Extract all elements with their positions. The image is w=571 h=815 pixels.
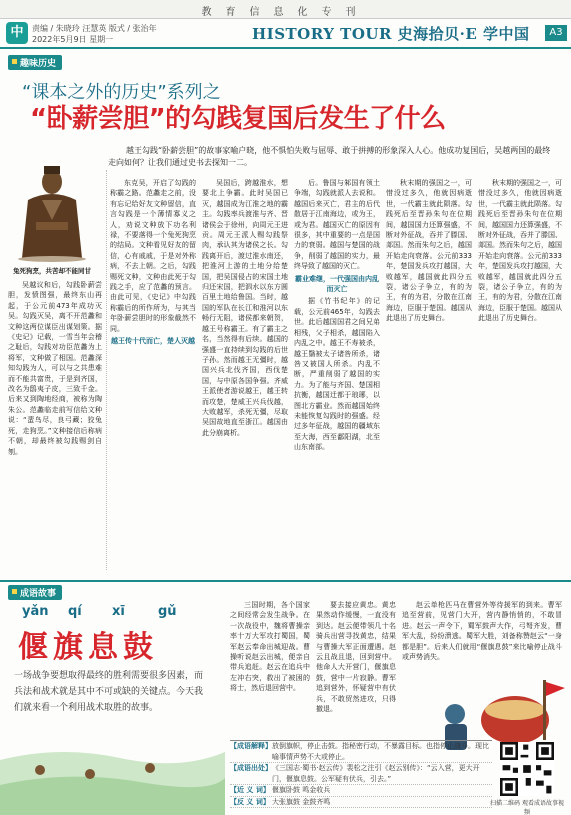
story-3-text: 赵云单枪匹马在曹营外等待援军的到来。曹军追至营前，见营门大开，营内静悄悄的，不敢冒进。赵云一声令下，蜀军鼓声大作，弓弩齐发，曹军大乱，纷纷溃逃。蜀军大胜，刘备称赞赵云“一身都是胆”。后来人们就用“偃旗息鼓”来比喻停止战斗或声势消失。 bbox=[402, 601, 562, 662]
info-text-meaning: 放倒旗帜，停止击鼓。指秘密行动，不暴露目标。也指停止战斗。现比喻事情声势不大或停止。 bbox=[272, 742, 489, 761]
column-1-text: 吴越议和后，勾践卧薪尝胆，发愤图强，最终东山再起，于公元前473年成功灭吴。勾践灭吴，离不开范蠡和文种这两位谋臣出谋划策。据《史记》记载，一雪当年会稽之耻后，勾践对功臣范蠡为上将军，文种做了相国。范蠡深知勾践为人，可以与之共患难而不能共富贵，于是到齐国，改名为鸱夷子皮，三致千金。后来又到陶地经商，被称为陶朱公。范蠡临走前写信给文种说：“蜚鸟尽，良弓藏；狡兔死，走狗烹。”文种接信后称病不朝，却最终被勾践赐剑自刎。 bbox=[8, 281, 102, 456]
section-tag-history: 趣味历史 bbox=[8, 55, 62, 70]
battlefield-illustration bbox=[0, 740, 225, 815]
idiom-info-box bbox=[230, 740, 492, 808]
pinyin-2: qí bbox=[68, 604, 82, 619]
newspaper-logo: 中 bbox=[6, 22, 28, 44]
info-label-antonyms: 【反 义 词】 bbox=[230, 797, 270, 806]
story-column-2 bbox=[316, 600, 396, 714]
statue-image bbox=[8, 160, 96, 262]
editors-line: 责编 / 朱晓玲 汪慧英 版式 / 张治年 bbox=[32, 24, 157, 33]
info-row-source bbox=[230, 763, 492, 785]
story-1-text: 三国时期，各个国家之间经常会发生战争。在一次战役中，魏将曹操亲率十万大军攻打蜀国，蜀军赵云奉命出城迎战。曹操听说赵云出城，便亲自带兵追赶。赵云在追兵中左冲右突，救出了被困的将士，然后退回营中。 bbox=[230, 601, 310, 693]
info-text-antonyms: 大张旗鼓 金鼓齐鸣 bbox=[272, 797, 331, 806]
column-4-subheading: 霸业难继，一代强国由内乱而灭亡 bbox=[295, 274, 379, 294]
column-5-text: 秋末期的强国之一，可惜没过多久，他就因病逝世，一代霸主就此陨落。勾践死后至晋孙朱句在位期间，越国国力还算强盛，不断对外征战，吞并了滕国、郯国。然而朱句之后，越国开始走向衰落。公元前333年，楚国发兵攻打越国，大败越军，越国就此四分五裂，诸公子争立，有的为王，有的为君，分散在江南海边，臣服于楚国。越国从此退出了历史舞台。 bbox=[386, 179, 472, 323]
article-column-1 bbox=[8, 280, 102, 572]
pinyin-1: yǎn bbox=[22, 604, 49, 619]
column-divider bbox=[106, 170, 107, 570]
qr-code[interactable] bbox=[500, 742, 554, 796]
info-label-meaning: 【成语解释】 bbox=[230, 742, 272, 750]
info-text-synonyms: 偃旗卧鼓 鸣金收兵 bbox=[272, 786, 331, 794]
column-4-text-b: 据《竹书纪年》的记载，公元前465年，勾践去世。此后越国国君之间兄弟相残，父子相杀，越国陷入内乱之中。越王不寿被杀，越王翳被太子诸咎所杀，诸咎又被国人所杀。内乱不断，严重削弱了越国的实力。为了能与齐国、楚国相抗衡，越国迁都于琅琊，以图北方霸业。然而越国始终未能恢复勾践时的强盛。经过多年征战，越国的疆域东至大海，西至鄱阳湖，北至山东南部。 bbox=[294, 297, 380, 452]
top-band-text: 教育信息化专刊 bbox=[201, 7, 370, 18]
story-2-text: 要去接应黄忠。黄忠果然动作缓慢，一直没有到达。赵云便带领几十名骑兵出营寻找黄忠，结果与曹操大军正面遭遇。赵云且战且退，回到营中。他命人大开营门，偃旗息鼓，营中一片寂静。曹军追到营外，怀疑营中有伏兵，不敢贸然进攻，只得撤退。 bbox=[316, 601, 396, 714]
article-column-5 bbox=[386, 178, 472, 572]
article-column-4 bbox=[294, 178, 380, 572]
idiom-title: 偃旗息鼓 bbox=[18, 630, 158, 665]
column-2-subheading: 越王传十代而亡，楚人灭越 bbox=[111, 337, 195, 346]
section-divider bbox=[0, 580, 571, 582]
info-text-source: 《三国志·蜀书·赵云传》裴松之注引《赵云别传》：“云入营，更大开门，偃旗息鼓。公军疑有伏兵，引去。” bbox=[272, 764, 480, 783]
column-3-text: 吴国后，跨越淮水，想要北上争霸。此时吴国已灭，越国成为江淮之地的霸主。勾践率兵渡淮与齐、晋诸侯会于徐州，向周元王进贡。周元王派人赐勾践祭肉，承认其为诸侯之长。勾践离开后，渡过淮水南还，把淮河上游的土地分给楚国，把吴国侵占的宋国土地归还宋国，把泗水以东方圆百里土地给鲁国。当时，越国的军队在长江和淮河以东畅行无阻，诸侯都来朝贺，越王号称霸王。有了霸主之名，当然得有后续。越国的强盛一直持续到勾践的后世子孙。然而越王无彊时，越国兴兵北伐齐国，西伐楚国，与中原各国争强。齐威王派使者游说越王，越王转而攻楚，楚威王兴兵伐越，大败越军，杀死无彊，尽取吴国故地直至浙江。越国由此分崩离析。 bbox=[202, 179, 288, 437]
pinyin-4: gǔ bbox=[158, 604, 177, 619]
column-4-text: 后。鲁国与邾国有领土争端，勾践就派人去说和。越国后来灭亡，君主的后代散居于江南海边，或为王，或为君。越国灭亡的原因有很多，其中重要的一点是国力的衰弱。越国与楚国的战争，削弱了越国的实力，最终导致了越国的灭亡。 bbox=[294, 179, 380, 271]
section-tag-idiom: 成语故事 bbox=[8, 585, 62, 600]
page-number: A3 bbox=[545, 25, 567, 41]
column-6-text: 秋末期的强国之一，可惜没过多久，他就因病逝世，一代霸主就此陨落。勾践死后至晋孙朱句在位期间，越国国力还算强盛，不断对外征战，吞并了滕国、郯国。然而朱句之后，越国开始走向衰落。公元前333年，楚国发兵攻打越国，大败越军，越国就此四分五裂，诸公子争立，有的为王，有的为君，分散在江南海边，臣服于楚国。越国从此退出了历史舞台。 bbox=[478, 179, 562, 323]
article-column-2 bbox=[110, 178, 196, 572]
idiom-description: 一场战争要想取得最终的胜利需要很多因素，而兵法和战术就是其中不可或缺的关键点。今天我们就来看一个利用战术取胜的故事。 bbox=[14, 671, 204, 713]
section-title: HISTORY TOUR 史海拾贝·E 学中国 bbox=[252, 25, 530, 43]
top-band bbox=[0, 0, 571, 19]
story-column-1 bbox=[230, 600, 310, 694]
info-row-antonyms bbox=[230, 797, 492, 809]
info-row-synonyms bbox=[230, 785, 492, 797]
story-column-3 bbox=[402, 600, 562, 670]
info-row-meaning bbox=[230, 741, 492, 763]
article-title: “卧薪尝胆”的勾践复国后发生了什么 bbox=[30, 104, 446, 134]
article-column-3 bbox=[202, 178, 288, 572]
pinyin-3: xī bbox=[112, 604, 125, 619]
column-2-text: 东克吴，开启了勾践的称霸之路。范蠡走之前，没有忘记给好友文种留信，直言勾践是一个薄情寡义之人，劝说文种放下功名利禄，不要落得一个兔死狗烹的结局。文种看见好友的留信，心有戚戚，于是对外称病，不去上朝。之后，勾践赐死文种，文种由此死于勾践之手，应了范蠡的预言。由此可见，《史记》中勾践称霸后的所作所为，与其当年卧薪尝胆时的形象截然不同。 bbox=[110, 179, 196, 333]
article-lead: 越王勾践“卧薪尝胆”的故事家喻户晓，他不惧怕失败与屈辱、敢于拼搏的形象深入人心。他成功复国后，吴越两国的最终走向如何？让我们通过史书去探知一二。 bbox=[108, 146, 551, 167]
info-label-synonyms: 【近 义 词】 bbox=[230, 786, 270, 794]
qr-caption: 扫描二维码 观看成语故事视频 bbox=[490, 800, 564, 815]
page-header bbox=[0, 19, 571, 49]
info-label-source: 【成语出处】 bbox=[230, 764, 272, 772]
article-column-6 bbox=[478, 178, 562, 572]
series-subtitle: “课本之外的历史”系列之 bbox=[22, 82, 221, 103]
issue-date: 2022年5月9日 星期一 bbox=[32, 35, 114, 44]
statue-caption: 兔死狗烹，共苦却不能同甘 bbox=[13, 267, 91, 275]
